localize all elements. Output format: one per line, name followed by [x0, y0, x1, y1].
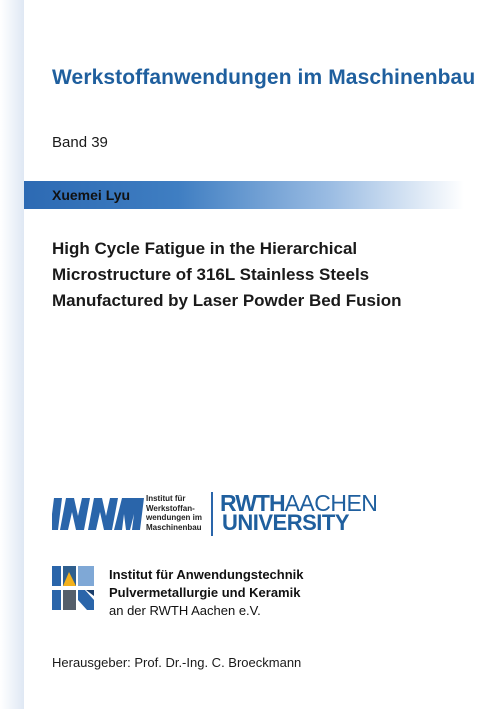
book-title-line: Microstructure of 316L Stainless Steels: [52, 265, 370, 284]
logo-separator: [211, 492, 213, 536]
iapk-name-line3: an der RWTH Aachen e.V.: [109, 603, 261, 618]
iwm-text-line: Maschinenbau: [146, 522, 202, 532]
series-title: Werkstoffanwendungen im Maschinenbau: [52, 66, 476, 89]
iwm-logo-text: [146, 494, 226, 532]
editor-credit: Herausgeber: Prof. Dr.-Ing. C. Broeckmann: [52, 655, 302, 670]
volume-number: Band 39: [52, 134, 108, 151]
rwth-logo-line2: UNIVERSITY: [222, 510, 350, 535]
book-title-line: Manufactured by Laser Powder Bed Fusion: [52, 291, 402, 310]
book-title-line: High Cycle Fatigue in the Hierarchical: [52, 239, 358, 258]
iapk-name-line1: Institut für Anwendungstechnik: [109, 567, 304, 582]
iwm-text-line: Werkstoffan-: [146, 503, 195, 513]
rwth-wordmark: RWTH: [220, 490, 285, 516]
iwm-text-line: Institut für: [146, 494, 186, 503]
book-title: [52, 236, 462, 314]
iapk-name-line2: Pulvermetallurgie und Keramik: [109, 585, 301, 600]
iapk-logo-icon: [52, 566, 94, 610]
author-name: Xuemei Lyu: [52, 187, 131, 203]
aachen-wordmark: AACHEN: [284, 490, 378, 516]
iwm-text-line: wendungen im: [146, 513, 202, 522]
left-gradient-strip: [0, 0, 24, 709]
